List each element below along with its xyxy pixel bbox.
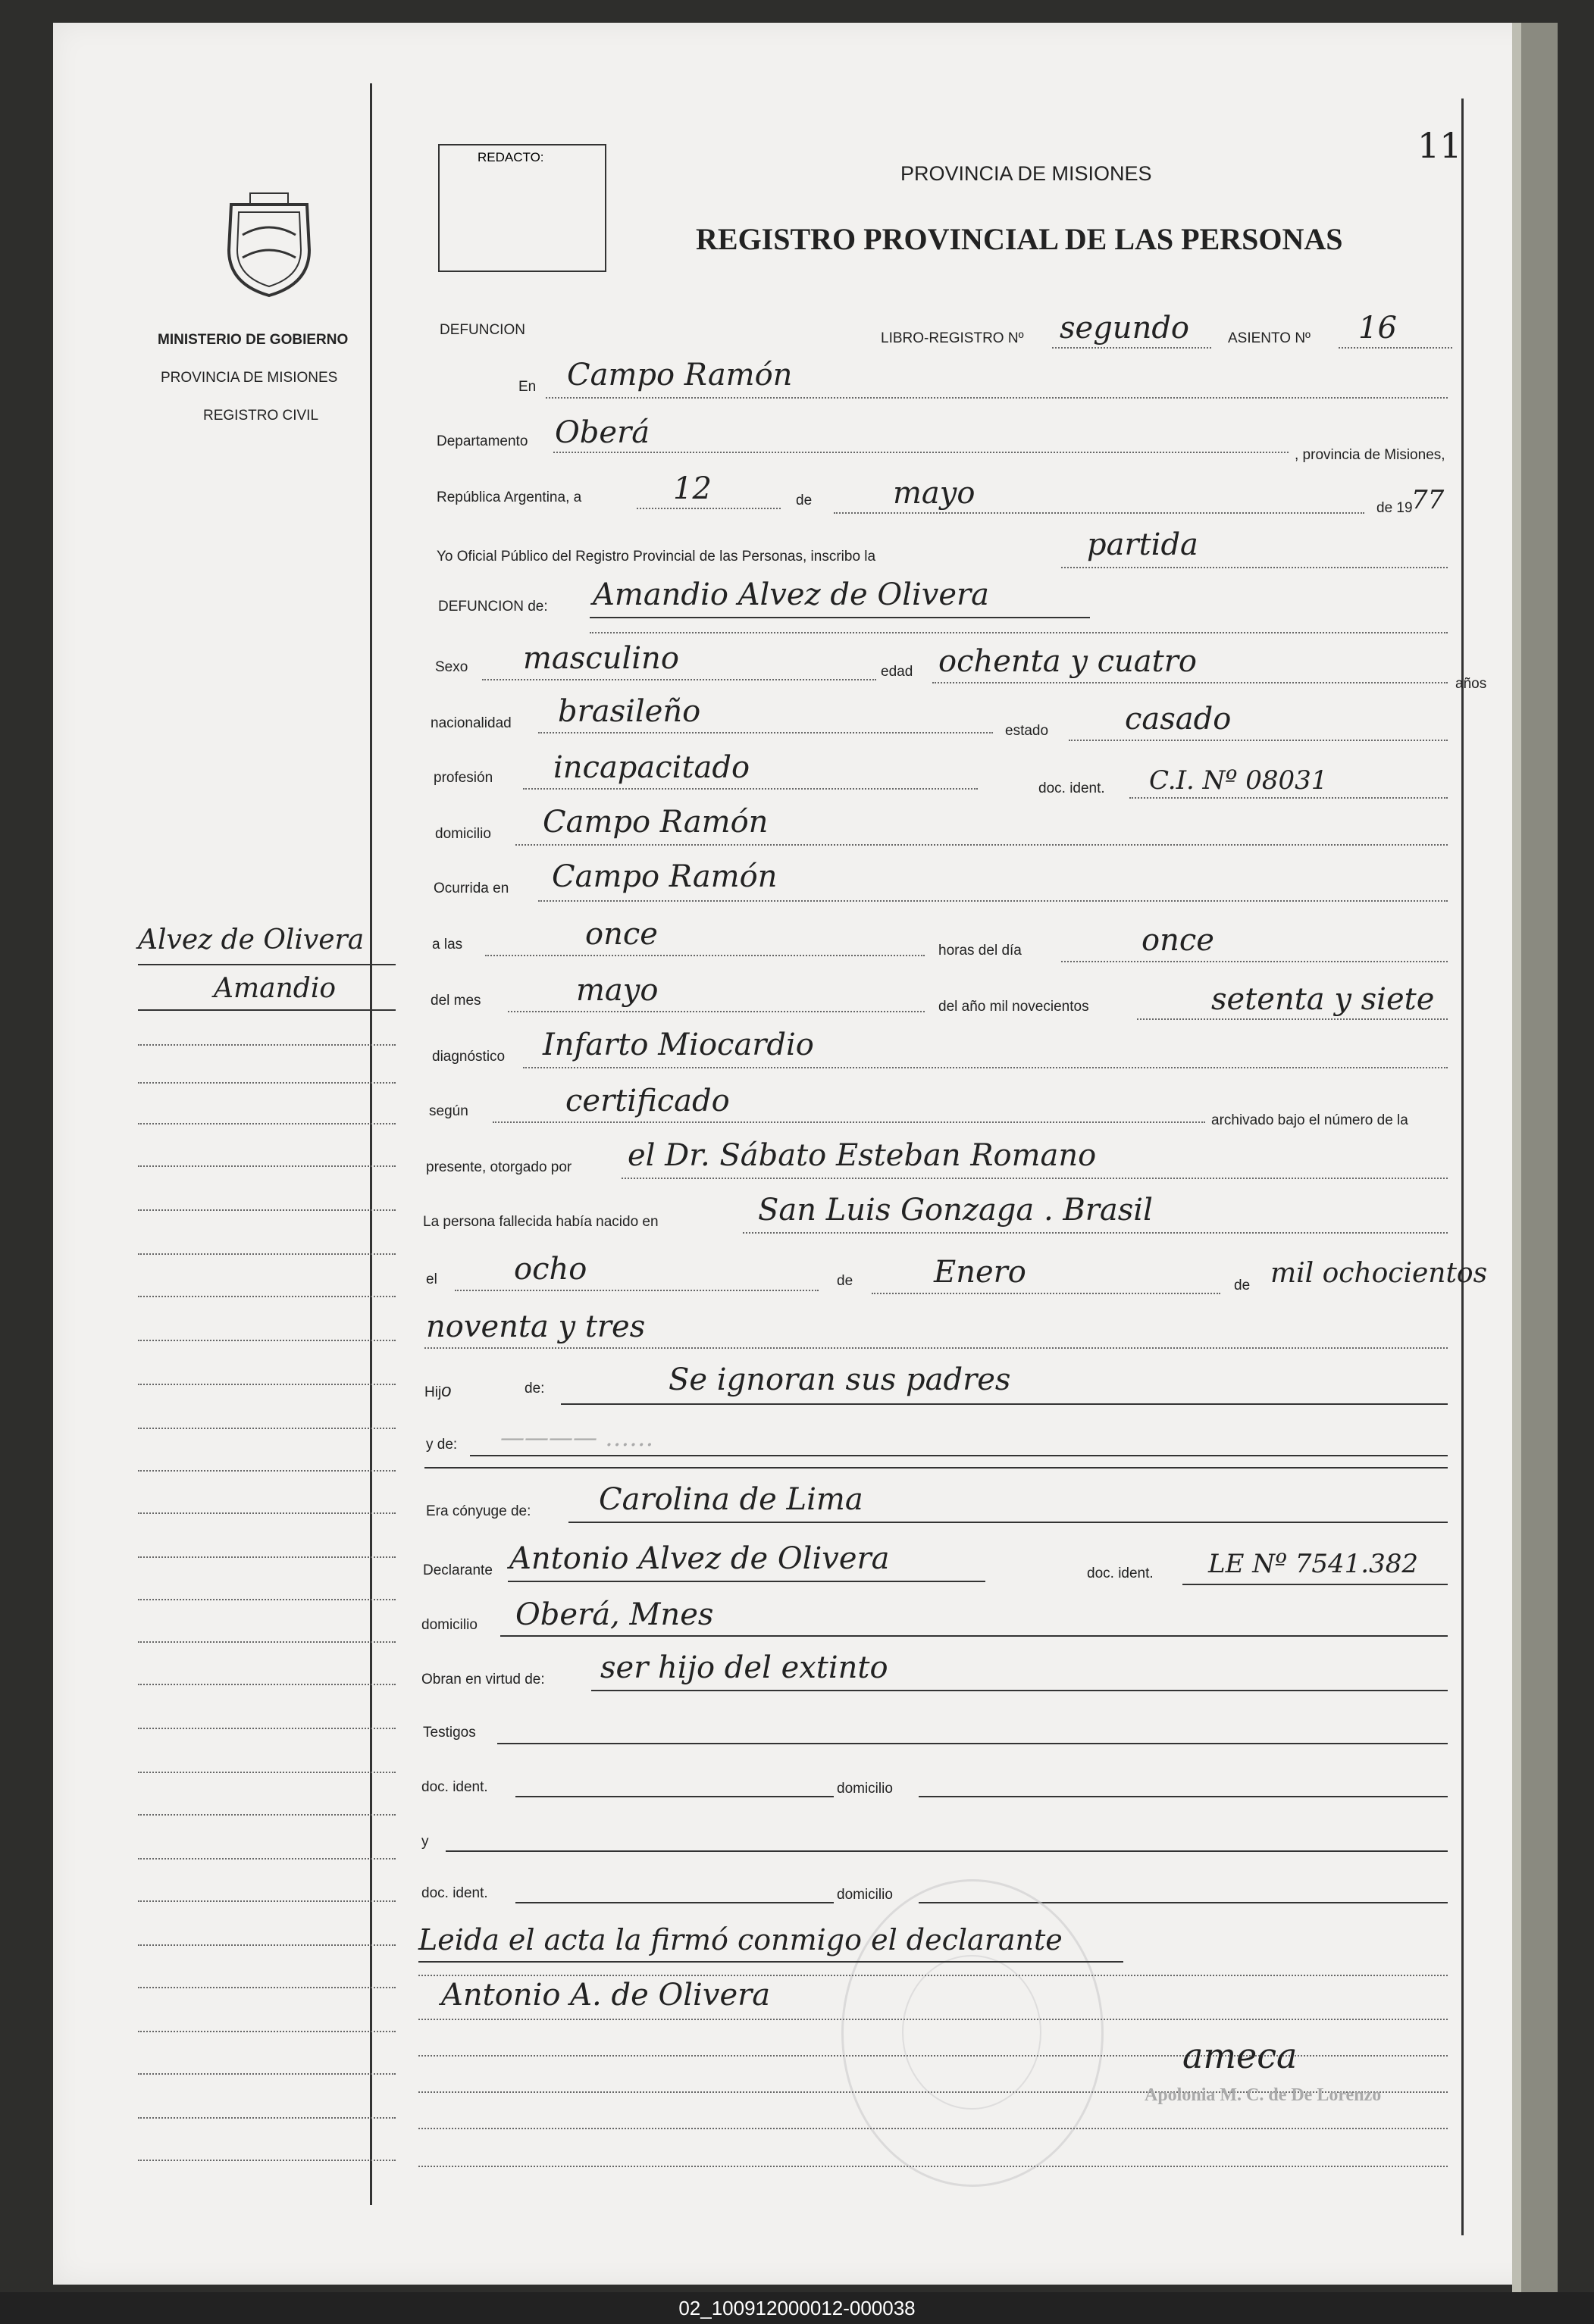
a-las-line	[485, 955, 925, 956]
official-stamp-inner	[902, 1955, 1041, 2110]
nacionalidad-value: brasileño	[558, 694, 701, 729]
margin-note-underline-1	[138, 964, 396, 965]
nacido-label: La persona fallecida había nacido en	[423, 1214, 659, 1230]
closing-underline	[418, 1961, 1123, 1963]
domicilio-value: Campo Ramón	[543, 805, 769, 840]
testigo2-domicilio-label: domicilio	[837, 1887, 893, 1903]
mes-line	[834, 512, 1364, 514]
margin-dotted-line	[138, 1684, 396, 1685]
testigos-line	[497, 1743, 1448, 1744]
hijo-de-value: Se ignoran sus padres	[669, 1362, 1011, 1397]
el-line	[455, 1290, 819, 1291]
y-de-line-2	[424, 1467, 1448, 1469]
presente-label: presente, otorgado por	[426, 1159, 572, 1175]
margin-dotted-line	[138, 1470, 396, 1472]
testigo2-doc-label: doc. ident.	[421, 1885, 488, 1901]
declarante-domicilio-line	[500, 1635, 1448, 1637]
margin-dotted-line	[138, 1641, 396, 1643]
y-de-struck-text: ———— ‥‥‥	[500, 1423, 654, 1452]
y-de-label: y de:	[426, 1437, 458, 1453]
declarante-value: Antonio Alvez de Olivera	[509, 1541, 890, 1576]
libro-value: segundo	[1060, 311, 1190, 346]
departamento-line	[553, 452, 1289, 453]
diagnostico-line	[523, 1067, 1448, 1068]
conyuge-label: Era cónyuge de:	[426, 1503, 531, 1519]
departamento-label: Departamento	[437, 433, 528, 449]
obran-value: ser hijo del extinto	[600, 1650, 888, 1685]
en-label: En	[518, 379, 537, 395]
margin-dotted-line	[138, 1556, 396, 1558]
doc-ident-line	[1129, 797, 1448, 799]
declarante-doc-line	[1182, 1584, 1448, 1585]
margin-dotted-line	[138, 1858, 396, 1860]
redacto-box	[438, 144, 606, 272]
presente-line	[622, 1178, 1448, 1179]
hijo-de-line	[561, 1403, 1448, 1405]
declarante-domicilio-label: domicilio	[421, 1617, 478, 1633]
edad-label: edad	[881, 664, 913, 680]
margin-dotted-line	[138, 1082, 396, 1084]
segun-value: certificado	[565, 1084, 730, 1118]
edad-line	[932, 682, 1448, 683]
segun-line	[493, 1121, 1205, 1123]
de3-value: mil ochocientos	[1270, 1258, 1488, 1289]
diagnostico-label: diagnóstico	[432, 1049, 506, 1065]
el-value: ocho	[514, 1252, 587, 1287]
testigos-label: Testigos	[423, 1725, 476, 1741]
margin-dotted-line	[138, 2031, 396, 2032]
declarante-doc-value: LE Nº 7541.382	[1208, 1549, 1418, 1579]
official-name: Apolonia M. C. de De Lorenzo	[1145, 2085, 1382, 2105]
de-label: de	[796, 493, 813, 508]
conyuge-line	[568, 1522, 1448, 1523]
declarant-signature: Antonio A. de Olivera	[441, 1978, 771, 2013]
margin-dotted-line	[138, 1987, 396, 1988]
margin-dotted-line	[138, 1253, 396, 1255]
en-line	[546, 397, 1448, 399]
asiento-value: 16	[1358, 311, 1397, 346]
ocurrida-label: Ocurrida en	[434, 880, 509, 896]
province-header: PROVINCIA DE MISIONES	[900, 162, 1152, 185]
domicilio-line	[515, 844, 1448, 846]
de2-line	[872, 1293, 1220, 1294]
conyuge-value: Carolina de Lima	[599, 1482, 863, 1517]
mes-value: mayo	[893, 476, 976, 511]
margin-dotted-line	[138, 1384, 396, 1385]
sexo-line	[482, 679, 876, 680]
nacionalidad-label: nacionalidad	[431, 715, 512, 731]
presente-value: el Dr. Sábato Esteban Romano	[628, 1138, 1097, 1173]
margin-dotted-line	[138, 1512, 396, 1514]
asiento-label: ASIENTO Nº	[1228, 330, 1311, 346]
dia-line	[637, 508, 781, 509]
el-label: el	[426, 1271, 437, 1287]
margin-dotted-line	[138, 1900, 396, 1902]
profesion-line	[523, 788, 978, 790]
y-de-line	[470, 1455, 1448, 1456]
ocurrida-line	[538, 900, 1448, 902]
margin-dotted-line	[138, 1165, 396, 1167]
hijo-label: Hijo	[424, 1381, 452, 1401]
ocurrida-value: Campo Ramón	[552, 859, 778, 894]
segun-label: según	[429, 1103, 468, 1119]
de2-value: Enero	[934, 1255, 1026, 1290]
testigo1-doc-label: doc. ident.	[421, 1779, 488, 1795]
nacionalidad-line	[538, 732, 993, 733]
footer-caption: 02_100912000012-000038	[0, 2292, 1594, 2324]
declarante-label: Declarante	[423, 1562, 493, 1578]
registry-title: REGISTRO PROVINCIAL DE LAS PERSONAS	[696, 222, 1343, 256]
margin-dotted-line	[138, 2117, 396, 2119]
libro-line	[1052, 347, 1211, 349]
margin-dotted-line	[138, 1814, 396, 1816]
profesion-value: incapacitado	[553, 750, 750, 785]
signature-line-1	[418, 2019, 1448, 2020]
margin-dotted-line	[138, 1772, 396, 1773]
margin-dotted-line	[138, 1123, 396, 1124]
de2-label: de	[837, 1273, 853, 1289]
official-signature: ameca	[1182, 2035, 1298, 2076]
closing-statement: Leida el acta la firmó conmigo el declarante	[418, 1923, 1063, 1956]
horas-value: once	[1141, 923, 1214, 958]
margin-dotted-line	[138, 1944, 396, 1946]
margin-dotted-line	[138, 1209, 396, 1211]
testigo1-domicilio-label: domicilio	[837, 1781, 893, 1797]
anio-label: de 19	[1376, 500, 1413, 516]
de3-label: de	[1234, 1278, 1251, 1293]
margin-dotted-line	[138, 2160, 396, 2161]
nacido-line	[743, 1232, 1448, 1234]
diagnostico-value: Infarto Miocardio	[543, 1028, 814, 1062]
del-anio-value: setenta y siete	[1211, 982, 1435, 1017]
binding-edge	[1512, 23, 1521, 2304]
coat-of-arms-icon	[220, 189, 318, 299]
testigo2-doc-line	[515, 1902, 834, 1903]
redacto-label: REDACTO:	[478, 150, 544, 164]
signature-line-5	[418, 2166, 1448, 2167]
right-margin-rule	[1461, 99, 1464, 2235]
en-value: Campo Ramón	[567, 358, 793, 393]
declarante-domicilio-value: Oberá, Mnes	[515, 1597, 714, 1632]
y-label: y	[421, 1834, 429, 1850]
margin-dotted-line	[138, 2073, 396, 2075]
margin-dotted-line	[138, 1428, 396, 1429]
province-name: PROVINCIA DE MISIONES	[161, 370, 338, 386]
margin-note-surname: Alvez de Olivera	[138, 924, 365, 956]
horas-line	[1061, 961, 1448, 962]
del-anio-label: del año mil novecientos	[938, 999, 1089, 1015]
doc-ident-value: C.I. Nº 08031	[1149, 765, 1328, 796]
binding-spine	[1521, 23, 1558, 2304]
archivado-label: archivado bajo el número de la	[1211, 1112, 1408, 1128]
margin-note-given-name: Amandio	[214, 973, 337, 1004]
defuncion-label: DEFUNCION	[440, 322, 525, 338]
page-number: 11	[1417, 125, 1462, 166]
oficial-statement: Yo Oficial Público del Registro Provincial de las Personas, inscribo la	[437, 549, 876, 565]
testigo1-domicilio-line	[919, 1796, 1448, 1797]
closing-line	[418, 1975, 1448, 1976]
del-anio-line	[1137, 1018, 1448, 1020]
signature-line-4	[418, 2128, 1448, 2129]
republica-label: República Argentina, a	[437, 490, 582, 505]
del-mes-value: mayo	[576, 973, 659, 1008]
margin-dotted-line	[138, 1044, 396, 1046]
defuncion-de-label: DEFUNCION de:	[438, 599, 548, 615]
deceased-name: Amandio Alvez de Olivera	[593, 577, 989, 612]
a-las-label: a las	[432, 937, 463, 952]
obran-line	[591, 1690, 1448, 1691]
testigo2-line	[446, 1850, 1448, 1852]
nacido-value: San Luis Gonzaga . Brasil	[758, 1193, 1153, 1228]
obran-label: Obran en virtud de:	[421, 1672, 545, 1687]
margin-note-underline-2	[138, 1009, 396, 1011]
continuation-line	[424, 1347, 1448, 1349]
declarante-line	[508, 1581, 985, 1582]
edad-value: ochenta y cuatro	[938, 644, 1197, 679]
estado-label: estado	[1005, 723, 1049, 739]
provincia-suffix: , provincia de Misiones,	[1295, 447, 1445, 463]
del-mes-line	[508, 1011, 925, 1012]
domicilio-label: domicilio	[435, 826, 491, 842]
hijo-de-label: de:	[525, 1381, 545, 1397]
registry-name: REGISTRO CIVIL	[203, 408, 319, 424]
anios-label: años	[1455, 676, 1487, 692]
horas-label: horas del día	[938, 943, 1022, 959]
departamento-value: Oberá	[555, 415, 650, 450]
doc-ident-label: doc. ident.	[1038, 780, 1105, 796]
inscribo-line	[1061, 567, 1448, 568]
ministry-name: MINISTERIO DE GOBIERNO	[158, 332, 349, 348]
a-las-value: once	[585, 917, 658, 952]
estado-value: casado	[1125, 702, 1232, 737]
deceased-name-underline	[590, 617, 1090, 618]
inscribo-value: partida	[1087, 527, 1198, 562]
libro-label: LIBRO-REGISTRO Nº	[881, 330, 1024, 346]
testigo1-doc-line	[515, 1796, 834, 1797]
margin-dotted-line	[138, 1296, 396, 1297]
asiento-line	[1339, 347, 1452, 349]
margin-dotted-line	[138, 1728, 396, 1729]
margin-dotted-line	[138, 1340, 396, 1341]
deceased-name-line	[590, 632, 1448, 633]
margin-dotted-line	[138, 1599, 396, 1600]
left-margin-rule	[370, 83, 372, 2205]
declarante-doc-label: doc. ident.	[1087, 1565, 1154, 1581]
dia-value: 12	[673, 471, 712, 506]
del-mes-label: del mes	[431, 993, 481, 1009]
sexo-value: masculino	[523, 641, 679, 676]
estado-line	[1069, 740, 1448, 741]
anio-value: 77	[1411, 485, 1445, 515]
sexo-label: Sexo	[435, 659, 468, 675]
birth-year-continuation: noventa y tres	[426, 1309, 646, 1344]
profesion-label: profesión	[434, 770, 493, 786]
